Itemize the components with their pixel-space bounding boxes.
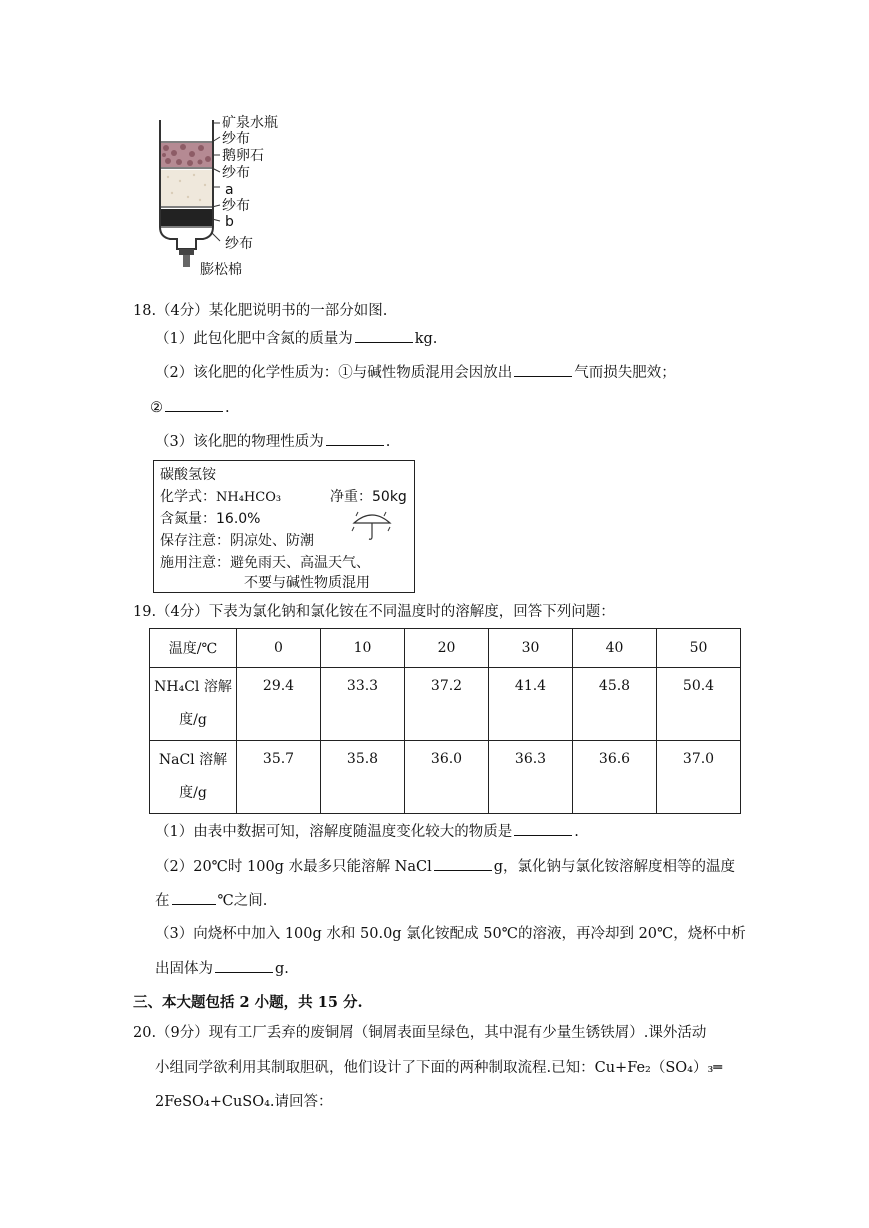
q18-part2 <box>155 362 676 383</box>
fertilizer-label <box>153 460 415 593</box>
label-product-name: 碳酸氢铵 <box>160 467 216 483</box>
solubility-table <box>149 628 741 814</box>
water-filter-diagram <box>150 115 310 285</box>
label-net-weight: 净重：50kg <box>330 489 407 505</box>
answer-blank[interactable] <box>215 958 273 973</box>
table-header-cell: 50 <box>657 629 741 668</box>
table-cell: 45.8 <box>573 668 657 741</box>
answer-blank[interactable] <box>355 328 413 343</box>
table-header-cell: 20 <box>405 629 489 668</box>
answer-blank[interactable] <box>514 362 572 377</box>
label-usage-1: 施用注意：避免雨天、高温天气、 <box>160 555 370 571</box>
q18-part2b <box>150 397 230 418</box>
q18-stem: 18.（4分）某化肥说明书的一部分如图. <box>133 303 388 319</box>
label-formula: NH₄HCO₃ <box>216 490 282 505</box>
label-formula-title: 化学式： <box>160 489 216 505</box>
row-label-line2: 度/g <box>179 712 207 728</box>
q19-part1 <box>155 821 579 842</box>
table-cell: 36.0 <box>405 741 489 814</box>
label-gauze-4: 纱布 <box>225 236 253 252</box>
table-cell: 37.0 <box>657 741 741 814</box>
label-storage: 保存注意：阴凉处、防潮 <box>160 533 314 549</box>
table-row <box>150 668 741 741</box>
q19-stem: 19.（4分）下表为氯化钠和氯化铵在不同温度时的溶解度，回答下列问题： <box>133 604 615 620</box>
q19-part2 <box>155 856 735 877</box>
q19-part3b <box>155 958 289 979</box>
table-cell: 50.4 <box>657 668 741 741</box>
table-header-cell: 40 <box>573 629 657 668</box>
table-cell: 29.4 <box>237 668 321 741</box>
q18-part3 <box>155 431 390 452</box>
table-cell: 33.3 <box>321 668 405 741</box>
table-row <box>150 741 741 814</box>
table-row-label <box>150 668 237 741</box>
label-nitrogen: 含氮量：16.0% <box>160 511 261 527</box>
q20-line3: 2FeSO₄+CuSO₄.请回答： <box>155 1094 333 1110</box>
answer-blank[interactable] <box>514 821 572 836</box>
period: . <box>385 434 391 450</box>
umbrella-icon <box>350 507 394 541</box>
table-cell: 41.4 <box>489 668 573 741</box>
table-header-cell: 温度/℃ <box>150 629 237 668</box>
row-label-line1: NaCl 溶解 <box>158 752 228 768</box>
q18-part1 <box>155 328 437 349</box>
q19-part3b-text: 出固体为 <box>155 961 213 977</box>
table-cell: 35.8 <box>321 741 405 814</box>
label-bottle: 矿泉水瓶 <box>222 115 278 131</box>
label-gauze-3: 纱布 <box>222 198 250 214</box>
label-gauze-1: 纱布 <box>222 131 250 147</box>
q20-line1: 20.（9分）现有工厂丢弃的废铜屑（铜屑表面呈绿色，其中混有少量生锈铁屑）.课外活动 <box>133 1025 707 1041</box>
q19-part2-text: （2）20℃时 100g 水最多只能溶解 NaCl <box>155 859 432 875</box>
label-gauze-2: 纱布 <box>222 165 250 181</box>
period: . <box>574 824 579 840</box>
q19-part2b <box>155 890 267 911</box>
label-pebbles: 鹅卵石 <box>222 148 264 164</box>
section-heading: 三、本大题包括 2 小题，共 15 分. <box>133 994 363 1011</box>
answer-blank[interactable] <box>165 397 223 412</box>
q18-part1-unit: kg. <box>414 331 438 347</box>
q19-part2-tail: g，氯化钠与氯化铵溶解度相等的温度 <box>493 859 736 875</box>
q19-part3b-unit: g. <box>275 961 289 977</box>
table-header-row <box>150 629 741 668</box>
table-header-cell: 10 <box>321 629 405 668</box>
label-b: b <box>225 214 234 230</box>
q18-part2-text: （2）该化肥的化学性质为：①与碱性物质混用会因放出 <box>155 365 513 381</box>
q19-part2b-tail: ℃之间. <box>217 893 268 909</box>
label-usage-2: 不要与碱性物质混用 <box>244 575 370 591</box>
row-label-line1: NH₄Cl 溶解 <box>154 679 232 695</box>
table-cell: 36.3 <box>489 741 573 814</box>
q18-part2-tail: 气而损失肥效； <box>574 365 676 381</box>
table-cell: 35.7 <box>237 741 321 814</box>
label-a: a <box>225 182 234 198</box>
circled-two: ② <box>150 400 163 416</box>
table-header-cell: 30 <box>489 629 573 668</box>
table-cell: 37.2 <box>405 668 489 741</box>
answer-blank[interactable] <box>434 856 492 871</box>
table-cell: 36.6 <box>573 741 657 814</box>
q19-part2b-text: 在 <box>155 893 170 909</box>
table-header-cell: 0 <box>237 629 321 668</box>
table-row-label <box>150 741 237 814</box>
q20-line2: 小组同学欲利用其制取胆矾，他们设计了下面的两种制取流程.已知：Cu+Fe₂（SO₄）₃═ <box>155 1060 723 1076</box>
q18-part3-text: （3）该化肥的物理性质为 <box>155 434 324 450</box>
q19-part3: （3）向烧杯中加入 100g 水和 50.0g 氯化铵配成 50℃的溶液，再冷却到 20℃，烧杯中析 <box>155 926 746 942</box>
row-label-line2: 度/g <box>179 785 207 801</box>
q19-part1-text: （1）由表中数据可知，溶解度随温度变化较大的物质是 <box>155 824 513 840</box>
label-cotton: 膨松棉 <box>200 262 242 278</box>
answer-blank[interactable] <box>326 431 384 446</box>
period: . <box>225 400 230 416</box>
answer-blank[interactable] <box>172 890 216 905</box>
q18-part1-text: （1）此包化肥中含氮的质量为 <box>155 331 353 347</box>
label-formula-row <box>160 487 281 508</box>
